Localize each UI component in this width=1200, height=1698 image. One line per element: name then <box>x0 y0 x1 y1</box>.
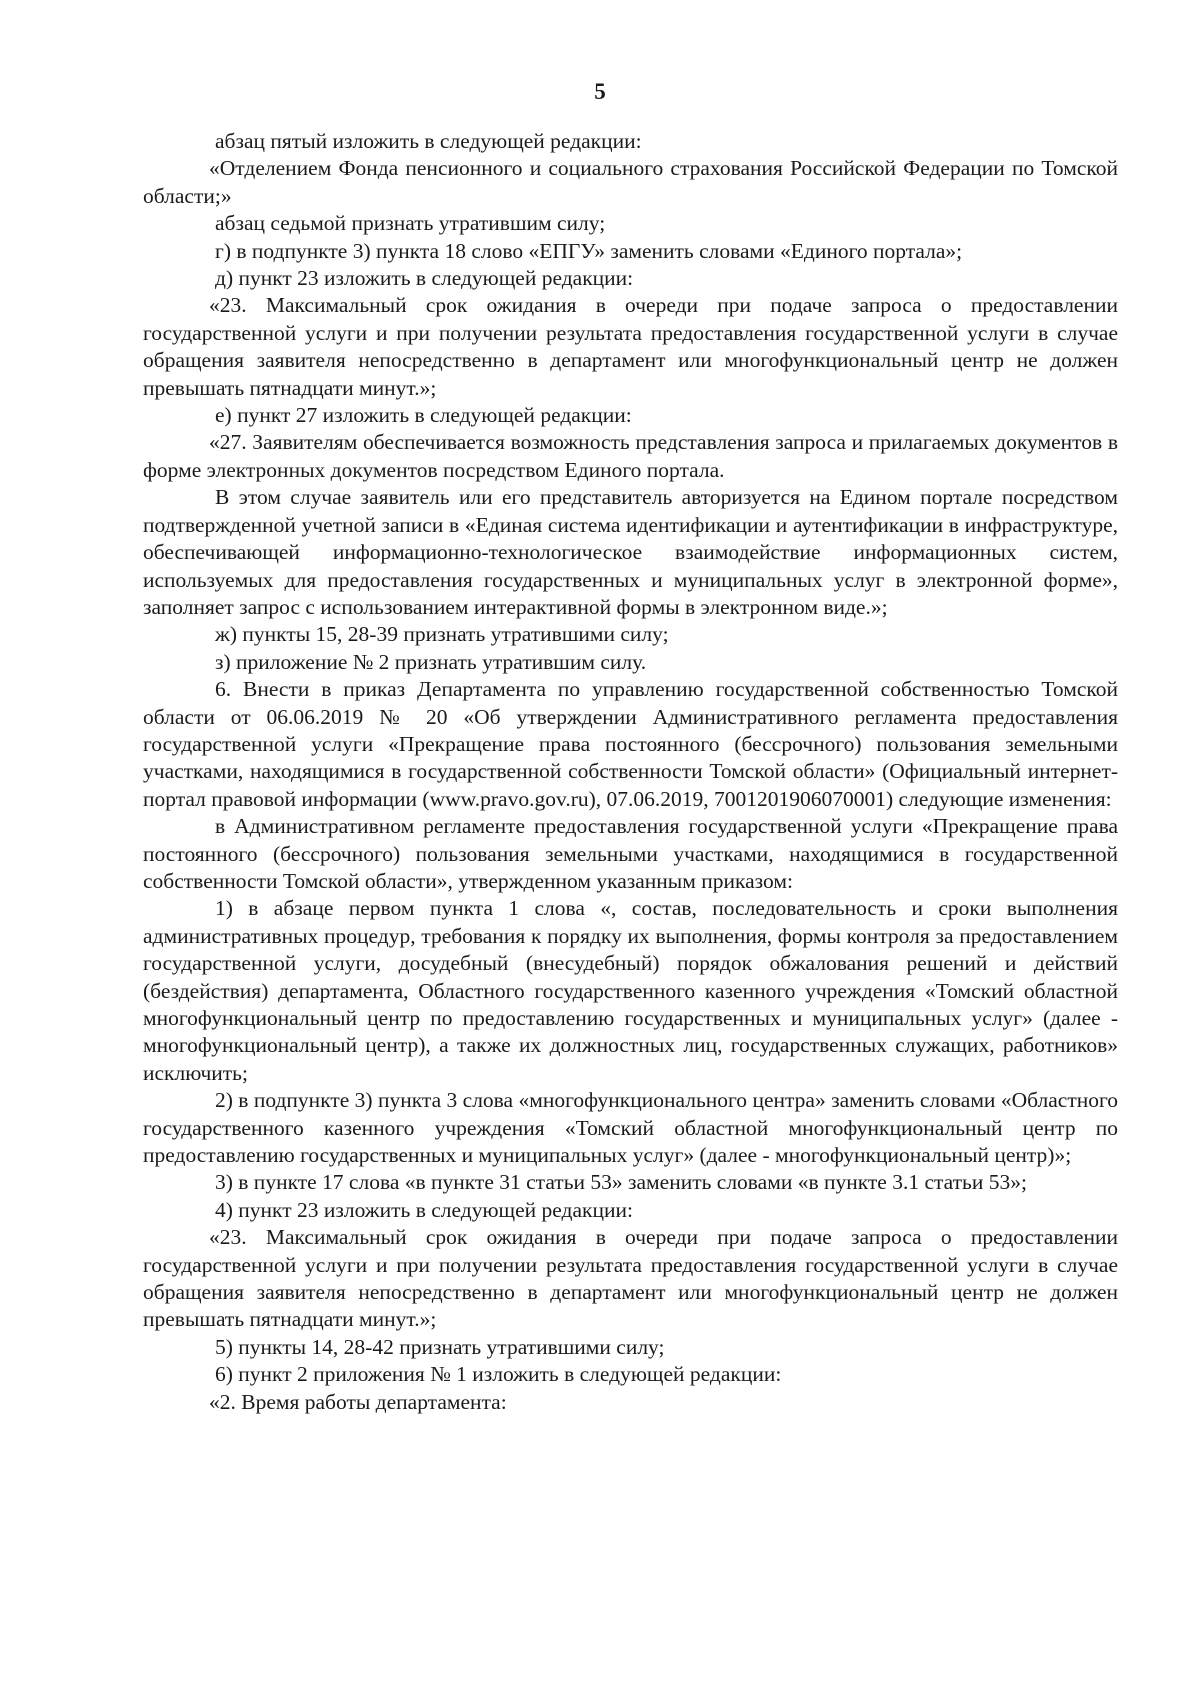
paragraph: г) в подпункте 3) пункта 18 слово «ЕПГУ» заменить словами «Единого портала»; <box>215 238 963 263</box>
paragraph: 2) в подпункте 3) пункта 3 слова «многофункционального центра» заменить словами «Областного государственного казенного учреждения «Томский областной многофункциональный центр по предоставлению государственных и муниципальных услуг» (далее - многофункциональный центр)»; <box>143 1088 1118 1168</box>
paragraph: д) пункт 23 изложить в следующей редакции: <box>215 266 634 291</box>
paragraph: 4) пункт 23 изложить в следующей редакции: <box>215 1197 633 1222</box>
page-number: 5 <box>594 79 606 104</box>
document-body <box>143 128 1118 1416</box>
paragraph: «2. Время работы департамента: <box>209 1389 507 1414</box>
paragraph: 6. Внести в приказ Департамента по управлению государственной собственностью Томской области от 06.06.2019 № 20 «Об утверждении Административного регламента предоставления государственной услуги «Прекращение права постоянного (бессрочного) пользования земельными участками, находящимися в государственной собственности Томской области» (Официальный интернет-портал правовой информации (www.pravo.gov.ru), 07.06.2019, 7001201906070001) следующие изменения: <box>143 677 1118 811</box>
paragraph: 1) в абзаце первом пункта 1 слова «, состав, последовательность и сроки выполнения административных процедур, требования к порядку их выполнения, формы контроля за предоставлением государственной услуги, досудебный (внесудебный) порядок обжалования решений и действий (бездействия) департамента, Областного государственного казенного учреждения «Томский областной многофункциональный центр по предоставлению государственных и муниципальных услуг» (далее - многофункциональный центр), а также их должностных лиц, государственных служащих, работников» исключить; <box>143 896 1118 1085</box>
paragraph: 6) пункт 2 приложения № 1 изложить в следующей редакции: <box>215 1362 782 1387</box>
paragraph: в Административном регламенте предоставления государственной услуги «Прекращение права постоянного (бессрочного) пользования земельными участками, находящимися в государственной собственности Томской области», утвержденном указанным приказом: <box>143 814 1118 893</box>
paragraph: абзац седьмой признать утратившим силу; <box>215 211 606 236</box>
paragraph: абзац пятый изложить в следующей редакции: <box>215 129 642 153</box>
paragraph: 5) пункты 14, 28-42 признать утратившими силу; <box>215 1334 665 1359</box>
paragraph: з) приложение № 2 признать утратившим силу. <box>215 649 647 674</box>
paragraph: «23. Максимальный срок ожидания в очереди при подаче запроса о предоставлении государственной услуги и при получении результата предоставления государственной услуги в случае обращения заявителя непосредственно в департамент или многофункциональный центр не должен превышать пятнадцати минут.»; <box>143 293 1118 400</box>
paragraph: В этом случае заявитель или его представитель авторизуется на Едином портале посредством подтвержденной учетной записи в «Единая система идентификации и аутентификации в инфраструктуре, обеспечивающей информационно-технологическое взаимодействие информационных систем, используемых для предоставления государственных и муниципальных услуг в электронной форме», заполняет запрос с использованием интерактивной формы в электронном виде.»; <box>143 485 1118 619</box>
paragraph: «23. Максимальный срок ожидания в очереди при подаче запроса о предоставлении государственной услуги и при получении результата предоставления государственной услуги в случае обращения заявителя непосредственно в департамент или многофункциональный центр не должен превышать пятнадцати минут.»; <box>143 1225 1118 1332</box>
paragraph: «Отделением Фонда пенсионного и социального страхования Российской Федерации по Томской области;» <box>143 156 1118 208</box>
paragraph: 3) в пункте 17 слова «в пункте 31 статьи 53» заменить словами «в пункте 3.1 статьи 53»; <box>215 1170 1027 1195</box>
paragraph: ж) пункты 15, 28-39 признать утратившими силу; <box>215 622 669 647</box>
paragraph: «27. Заявителям обеспечивается возможность представления запроса и прилагаемых документов в форме электронных документов посредством Единого портала. <box>143 430 1118 482</box>
paragraph: е) пункт 27 изложить в следующей редакции: <box>215 403 632 428</box>
